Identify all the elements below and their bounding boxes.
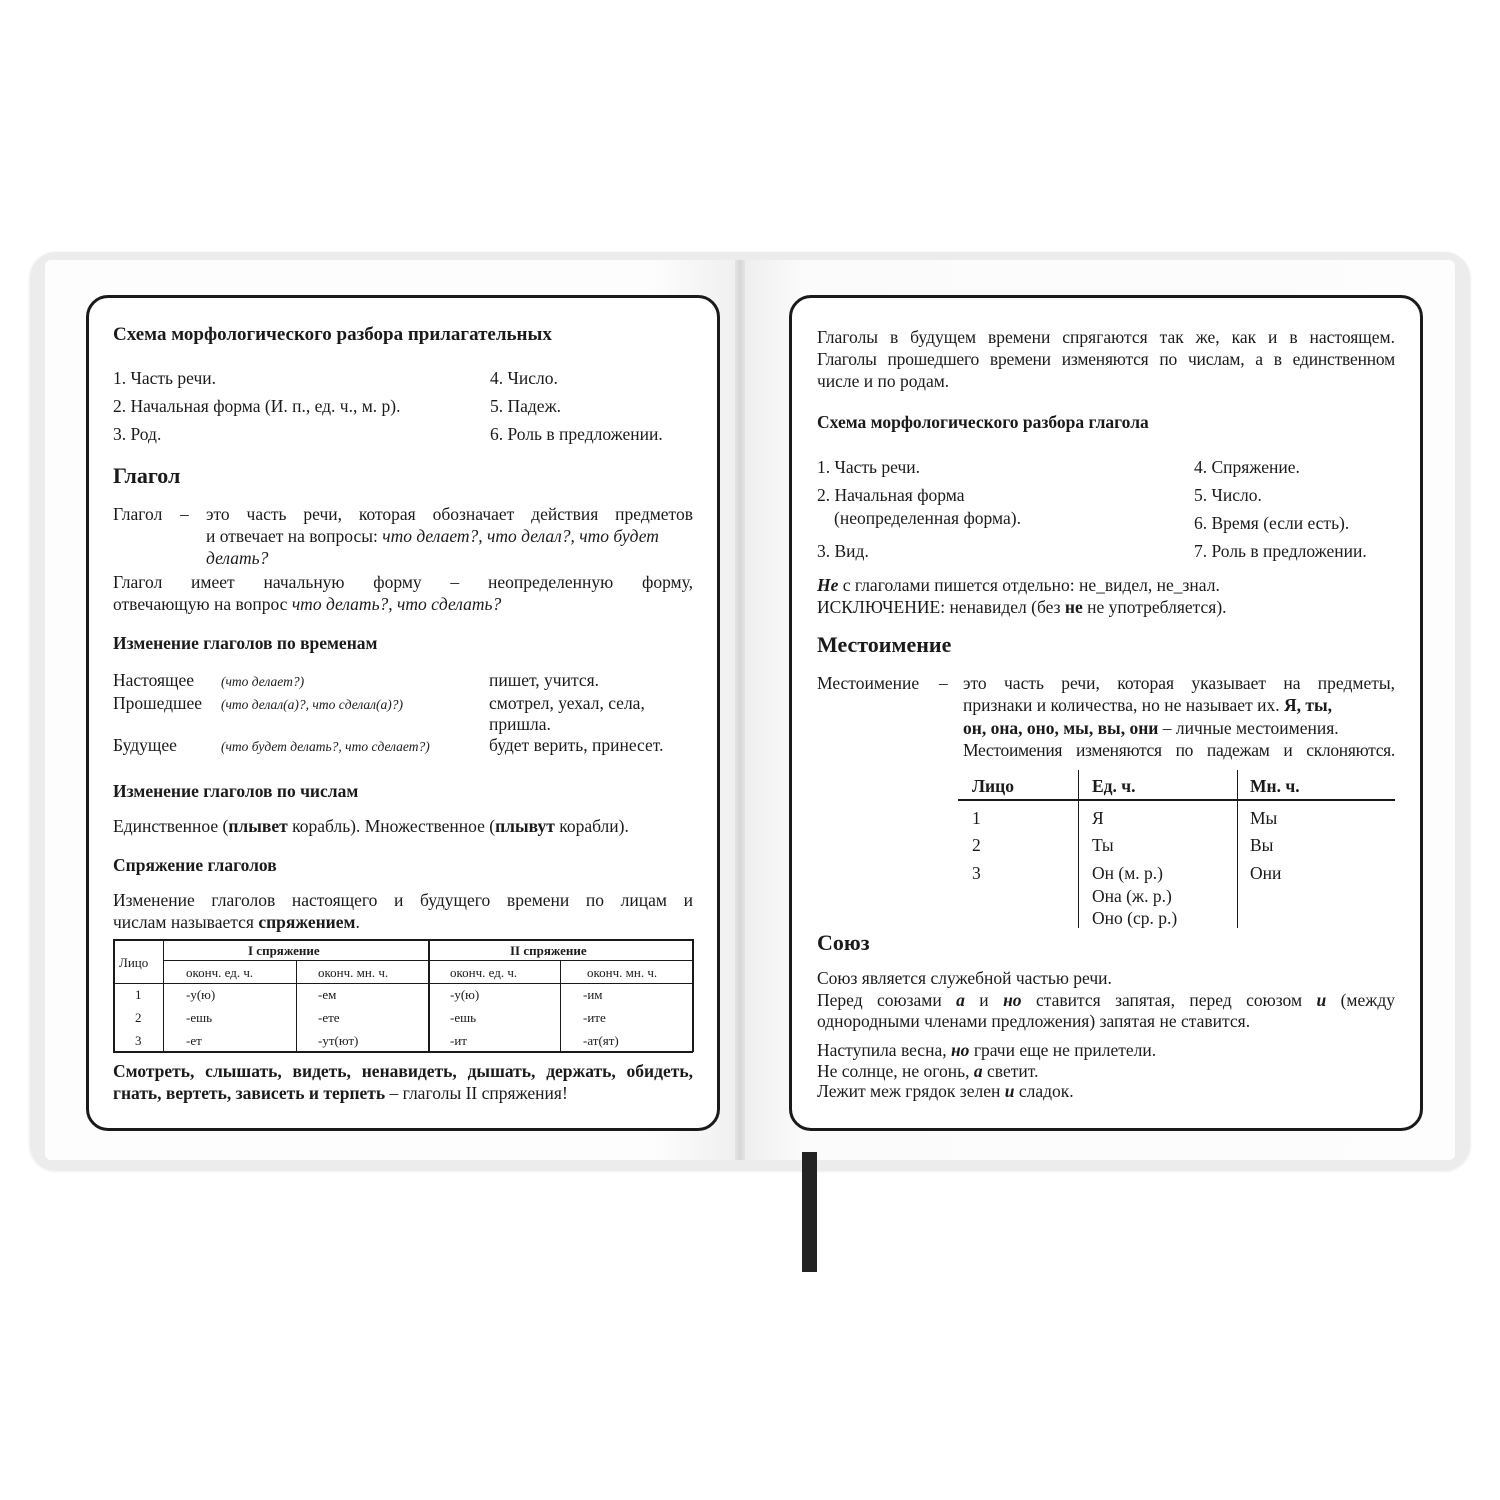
table-cell: 1: [135, 987, 142, 1002]
verb-item: 1. Часть речи.: [817, 457, 921, 477]
conjunction-example: Лежит меж грядок зелен и сладок.: [817, 1081, 1074, 1101]
table-cell: -у(ю): [186, 987, 216, 1002]
table-cell: Оно (ср. р.): [1092, 908, 1178, 928]
pronoun-def-line: Местоимения изменяются по падежам и склоняются.: [963, 740, 1395, 760]
adj-item: 1. Часть речи.: [113, 368, 217, 388]
number-heading: Изменение глаголов по числам: [113, 781, 359, 801]
verb-scheme-title: Схема морфологического разбора глагола: [817, 412, 1149, 432]
pronoun-term: Местоимение: [817, 673, 920, 693]
conj-sub-pl: оконч. мн. ч.: [318, 965, 389, 980]
verb-item: 5. Число.: [1194, 485, 1262, 505]
table-cell: -ут(ют): [318, 1033, 359, 1048]
tense-question: (что будет делать?, что сделает?): [221, 739, 430, 754]
future-text: Глаголы прошедшего времени изменяются по числам, а в единственном: [817, 349, 1395, 369]
pronoun-dash: –: [939, 673, 948, 693]
adjective-scheme-title: Схема морфологического разбора прилагательных: [113, 324, 552, 345]
table-cell: -ем: [318, 987, 337, 1002]
ne-rule: Не с глаголами пишется отдельно: не_видел, не_знал.: [817, 575, 1220, 595]
conj-group-1: I спряжение: [248, 943, 320, 958]
bookmark-ribbon[interactable]: [802, 1152, 817, 1272]
table-cell: -ите: [583, 1010, 606, 1025]
verb-item: 4. Спряжение.: [1194, 457, 1300, 477]
table-cell: -ат(ят): [583, 1033, 619, 1048]
verb-item: 3. Вид.: [817, 541, 869, 561]
table-cell: 3: [135, 1033, 142, 1048]
conjunction-text: Союз является служебной частью речи.: [817, 968, 1112, 988]
adj-item: 6. Роль в предложении.: [490, 424, 663, 444]
verb-def-line: делать?: [206, 548, 269, 568]
pronoun-heading: Местоимение: [817, 632, 952, 657]
pronoun-def-line: он, она, оно, мы, вы, они – личные местоимения.: [963, 718, 1339, 738]
pronoun-def-line: признаки и количества, но не называет их. Я, ты,: [963, 695, 1332, 715]
number-example: Единственное (плывет корабль). Множественное (плывут корабли).: [113, 816, 629, 836]
table-cell: Они: [1250, 863, 1282, 883]
adj-item: 2. Начальная форма (И. п., ед. ч., м. р).: [113, 396, 401, 416]
pron-col-pl: Мн. ч.: [1250, 776, 1300, 796]
table-cell: Она (ж. р.): [1092, 886, 1172, 906]
conj-sub-sg: оконч. ед. ч.: [186, 965, 254, 980]
verb-heading: Глагол: [113, 463, 181, 488]
pron-col-person: Лицо: [972, 776, 1014, 796]
verb-item: (неопределенная форма).: [834, 508, 1021, 528]
table-cell: -ешь: [450, 1010, 477, 1025]
verb-def-term: Глагол: [113, 504, 163, 524]
exceptions-line: гнать, вертеть, зависеть и терпеть – глаголы II спряжения!: [113, 1083, 568, 1103]
conj-col-person: Лицо: [119, 955, 149, 970]
verb-item: 2. Начальная форма: [817, 485, 965, 505]
table-cell: 1: [972, 808, 981, 828]
adj-item: 3. Род.: [113, 424, 162, 444]
future-text: Глаголы в будущем времени спрягаются так же, как и в настоящем.: [817, 327, 1395, 347]
table-cell: -у(ю): [450, 987, 480, 1002]
tense-heading: Изменение глаголов по временам: [113, 633, 378, 653]
table-cell: -ет: [186, 1033, 202, 1048]
table-cell: -ешь: [186, 1010, 213, 1025]
table-cell: -им: [583, 987, 603, 1002]
future-text: числе и по родам.: [817, 371, 950, 391]
verb-def-dash: –: [180, 504, 189, 524]
conjugation-text: числам называется спряжением.: [113, 912, 360, 932]
conjunction-text: Перед союзами а и но ставится запятая, перед союзом и (между: [817, 990, 1395, 1010]
tense-example: смотрел, уехал, села,: [489, 693, 645, 713]
table-cell: -ит: [450, 1033, 467, 1048]
conjunction-example: Не солнце, не огонь, а светит.: [817, 1061, 1039, 1081]
table-cell: 2: [972, 835, 981, 855]
pron-col-sg: Ед. ч.: [1092, 776, 1136, 796]
tense-question: (что делает?): [221, 674, 305, 689]
exceptions-line: Смотреть, слышать, видеть, ненавидеть, дышать, держать, обидеть,: [113, 1061, 693, 1081]
table-cell: Ты: [1092, 835, 1114, 855]
table-cell: Мы: [1250, 808, 1278, 828]
conjunction-heading: Союз: [817, 930, 870, 955]
table-cell: 2: [135, 1010, 142, 1025]
tense-name: Прошедшее: [113, 693, 203, 713]
conjunction-text: однородными членами предложения) запятая не ставится.: [817, 1011, 1251, 1031]
tense-name: Будущее: [113, 735, 177, 755]
verb-item: 6. Время (если есть).: [1194, 513, 1350, 533]
verb-infinitive-line: отвечающую на вопрос что делать?, что сделать?: [113, 594, 502, 614]
table-cell: Я: [1092, 808, 1104, 828]
verb-item: 7. Роль в предложении.: [1194, 541, 1367, 561]
adj-item: 4. Число.: [490, 368, 558, 388]
table-cell: Вы: [1250, 835, 1274, 855]
conjunction-example: Наступила весна, но грачи еще не прилетели.: [817, 1040, 1157, 1060]
conj-sub-sg: оконч. ед. ч.: [450, 965, 518, 980]
tense-name: Настоящее: [113, 670, 195, 690]
conjugation-heading: Спряжение глаголов: [113, 855, 277, 875]
conjugation-text: Изменение глаголов настоящего и будущего времени по лицам и: [113, 890, 693, 910]
table-cell: 3: [972, 863, 981, 883]
ne-exception: ИСКЛЮЧЕНИЕ: ненавидел (без не не употребляется).: [817, 597, 1227, 617]
table-cell: Он (м. р.): [1092, 863, 1163, 883]
tense-question: (что делал(а)?, что сделал(а)?): [221, 697, 404, 712]
pronoun-def-line: это часть речи, которая указывает на предметы,: [963, 673, 1395, 693]
tense-example: будет верить, принесет.: [489, 735, 664, 755]
conj-group-2: II спряжение: [510, 943, 587, 958]
verb-def-line: это часть речи, которая обозначает действия предметов: [206, 504, 693, 524]
tense-example: пишет, учится.: [489, 670, 600, 690]
table-cell: -ете: [318, 1010, 340, 1025]
tense-example: пришла.: [489, 714, 551, 734]
adj-item: 5. Падеж.: [490, 396, 562, 416]
verb-def-line: и отвечает на вопросы: что делает?, что делал?, что будет: [206, 526, 659, 546]
notebook-spine: [735, 260, 745, 1160]
conj-sub-pl: оконч. мн. ч.: [587, 965, 658, 980]
verb-infinitive-line: Глагол имеет начальную форму – неопределенную форму,: [113, 572, 693, 592]
